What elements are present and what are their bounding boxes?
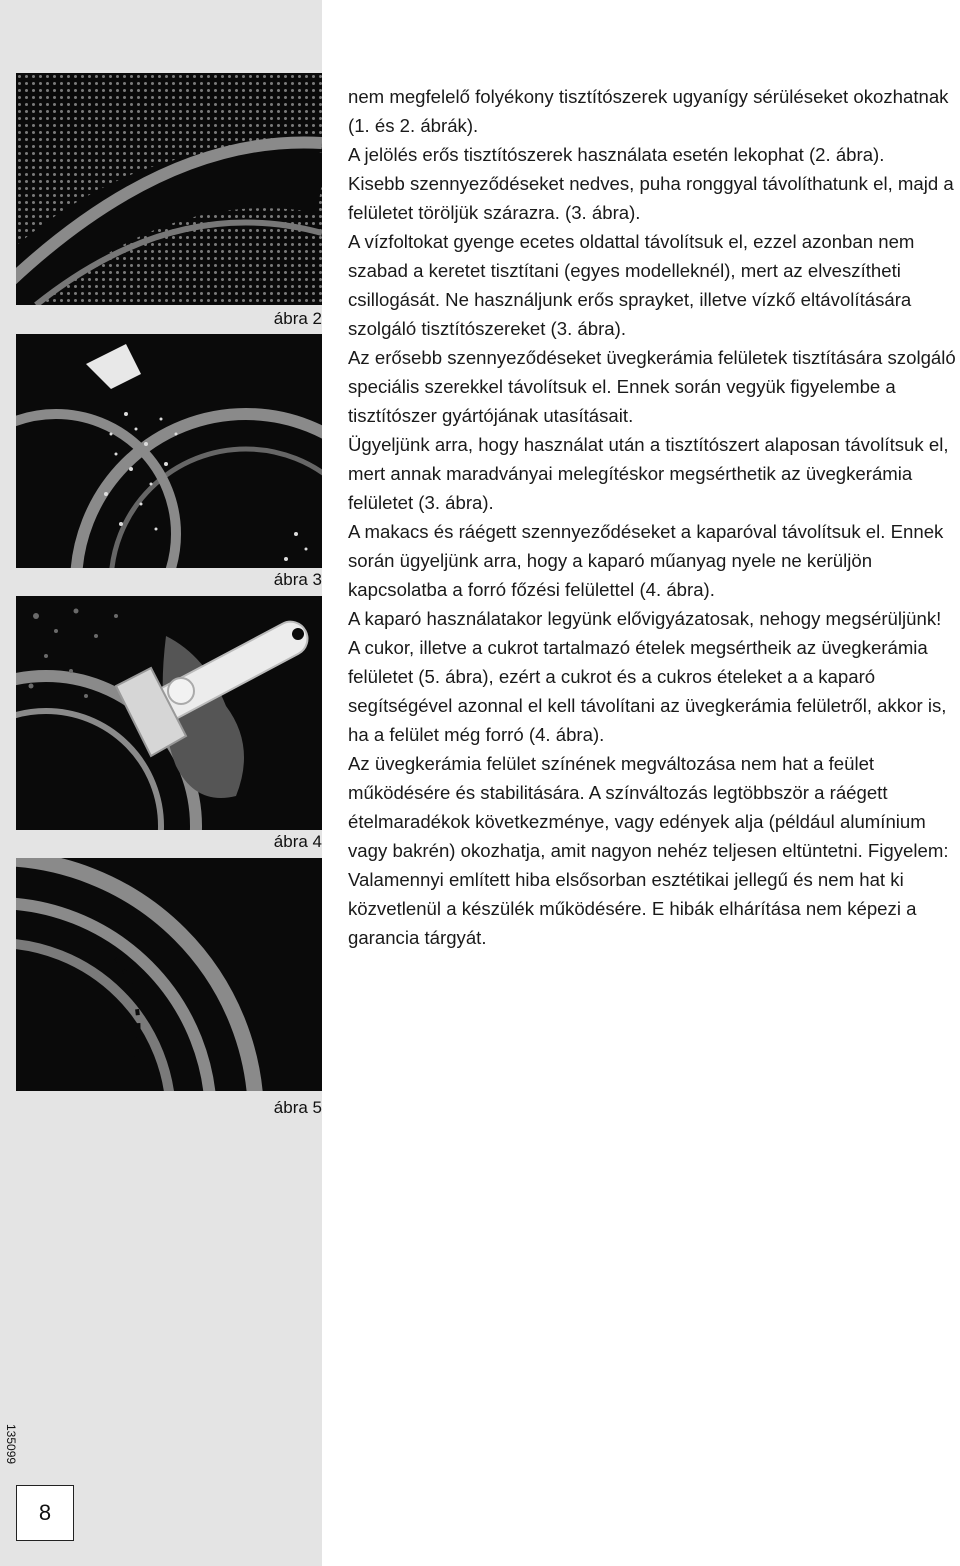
paragraph: Az üvegkerámia felület színének megváltozása nem hat a feület működésére és stabilitására. A színváltozás legtöbbször a ráégett ételmaradékok következménye, vagy edények alja (például alumínium vagy bakrén) okozhatja, amit nagyon nehéz teljesen eltüntetni. Figyelem: Valamennyi említett hiba elsősorban esztétikai jellegű és nem hat ki közvetlenül a készülék működésére. E hibák elhárítása nem képezi a garancia tárgyát.	[348, 753, 949, 948]
body-text	[348, 82, 958, 952]
paragraph: Az erősebb szennyeződéseket üvegkerámia felületek tisztítására szolgáló speciális szerekkel távolítsuk el. Ennek során vegyük figyelembe a tisztítószer gyártójának utasításait.	[348, 347, 956, 426]
figure-4-caption: ábra 4	[273, 832, 322, 851]
figure-sidebar	[0, 0, 322, 1566]
figure-3-caption: ábra 3	[273, 570, 322, 589]
figure-3-image	[16, 334, 322, 568]
paragraph: Kisebb szennyeződéseket nedves, puha ronggyal távolíthatunk el, majd a felületet töröljük szárazra. (3. ábra).	[348, 173, 954, 223]
document-id: 135099	[4, 1424, 18, 1465]
paragraph: A makacs és ráégett szennyeződéseket a kaparóval távolítsuk el. Ennek során ügyeljünk arra, hogy a kaparó műanyag nyele ne kerüljön kapcsolatba a forró főzési felülettel (4. ábra).	[348, 521, 944, 600]
figure-5-caption: ábra 5	[273, 1098, 322, 1117]
paragraph: A jelölés erős tisztítószerek használata esetén lekophat (2. ábra).	[348, 144, 885, 165]
paragraph: A kaparó használatakor legyünk elővigyázatosak, nehogy megsérüljünk!	[348, 608, 942, 629]
page-number: 8	[16, 1485, 74, 1541]
figure-2-image	[16, 73, 322, 305]
paragraph: Ügyeljünk arra, hogy használat után a tisztítószert alaposan távolítsuk el, mert annak maradványai melegítéskor megsérthetik az üvegkerámia felületet (3. ábra).	[348, 434, 949, 513]
figure-2-caption: ábra 2	[273, 309, 322, 328]
paragraph: A vízfoltokat gyenge ecetes oldattal távolítsuk el, ezzel azonban nem szabad a keretet tisztítani (egyes modelleknél), mert az elveszítheti csillogását. Ne használjunk erős sprayket, illetve vízkő eltávolítására szolgáló tisztítószereket (3. ábra).	[348, 231, 915, 339]
paragraph: nem megfelelő folyékony tisztítószerek ugyanígy sérüléseket okozhatnak (1. és 2. ábrák).	[348, 86, 949, 136]
figure-4-image	[16, 596, 322, 830]
paragraph: A cukor, illetve a cukrot tartalmazó ételek megsértheik az üvegkerámia felületet (5. ábra), ezért a cukrot és a cukros ételeket a a kaparó segítségével azonnal el kell távolítani az üvegkerámia felületről, akkor is, ha a felület még forró (4. ábra).	[348, 637, 947, 745]
figure-5-image	[16, 858, 322, 1091]
